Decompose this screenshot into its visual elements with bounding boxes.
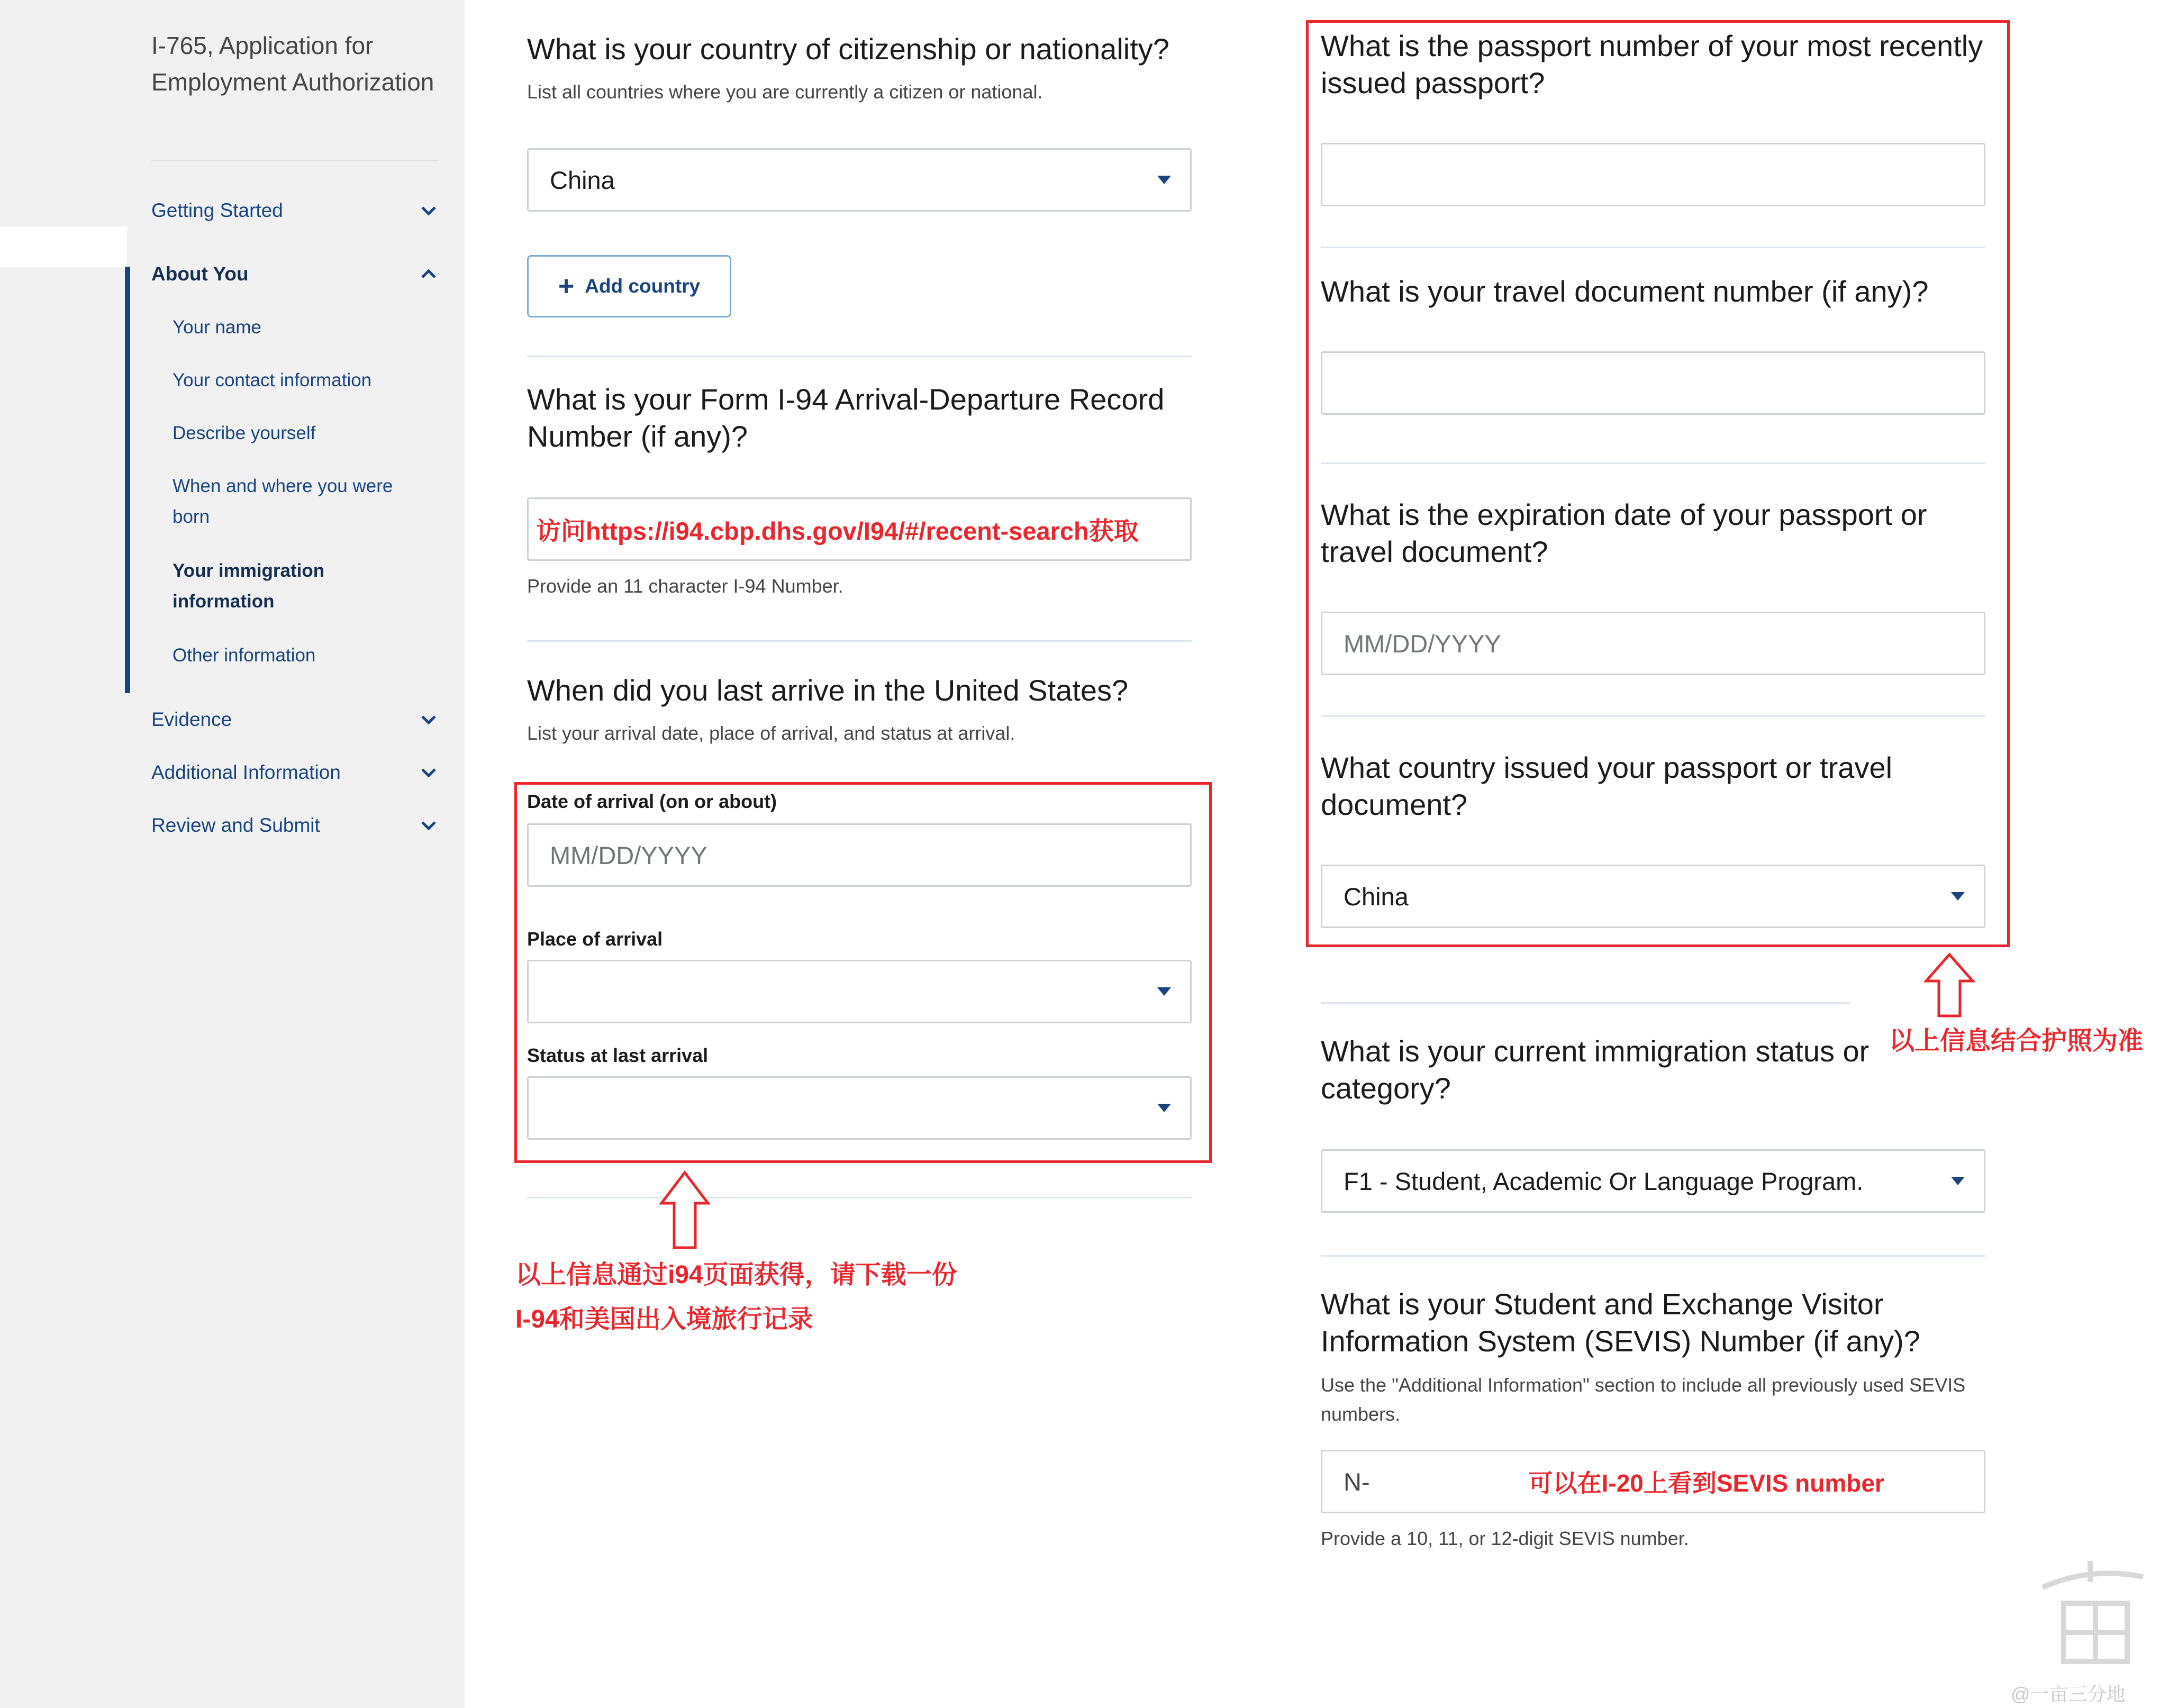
expiration-question: What is the expiration date of your passport or travel document? bbox=[1321, 498, 1927, 568]
sidebar-subitem-describe-yourself[interactable]: Describe yourself bbox=[173, 423, 316, 443]
section-divider bbox=[1321, 715, 1985, 717]
citizenship-hint: List all countries where you are currently a citizen or national. bbox=[527, 81, 1043, 103]
watermark-text: @一亩三分地 bbox=[2011, 1683, 2126, 1705]
sidebar-item-about-you[interactable] bbox=[151, 258, 439, 290]
i94-hint: Provide an 11 character I-94 Number. bbox=[527, 575, 843, 597]
caret-down-icon bbox=[1157, 987, 1171, 996]
issuing-country-value: China bbox=[1344, 882, 1409, 911]
i94-question: What is your Form I-94 Arrival-Departure Record Number (if any)? bbox=[527, 383, 1165, 453]
place-of-arrival-select[interactable] bbox=[527, 960, 1192, 1023]
immigration-status-select[interactable] bbox=[1321, 1149, 1985, 1213]
sidebar-item-label: Additional Information bbox=[151, 761, 341, 783]
sidebar-subitem-immigration-info[interactable]: Your immigration information bbox=[173, 560, 325, 612]
chevron-down-icon bbox=[418, 709, 439, 730]
sidebar-subitem-other-info[interactable]: Other information bbox=[173, 645, 316, 666]
sevis-hint: Use the "Additional Information" section to include all previously used SEVIS numbers. bbox=[1321, 1374, 1966, 1425]
caret-down-icon bbox=[1951, 892, 1965, 901]
status-at-arrival-label: Status at last arrival bbox=[527, 1044, 709, 1066]
up-arrow-icon bbox=[1924, 952, 1975, 1018]
i94-number-input[interactable] bbox=[527, 497, 1192, 561]
expiration-placeholder: MM/DD/YYYY bbox=[1344, 629, 1501, 658]
active-section-indicator bbox=[125, 267, 130, 693]
section-divider bbox=[527, 356, 1192, 357]
caret-down-icon bbox=[1157, 1104, 1171, 1112]
add-country-label: Add country bbox=[585, 275, 701, 297]
sidebar-item-evidence[interactable] bbox=[151, 704, 439, 735]
immigration-status-value: F1 - Student, Academic Or Language Program. bbox=[1344, 1167, 1864, 1195]
citizenship-select[interactable] bbox=[527, 148, 1192, 212]
arrival-hint: List your arrival date, place of arrival, and status at arrival. bbox=[527, 722, 1015, 744]
sidebar-item-label: Evidence bbox=[151, 708, 232, 730]
arrival-annotation-line1: 以上信息通过i94页面获得，请下载一份 bbox=[515, 1261, 957, 1289]
date-placeholder: MM/DD/YYYY bbox=[550, 841, 707, 869]
sevis-number-input[interactable] bbox=[1321, 1450, 1985, 1513]
place-of-arrival-label: Place of arrival bbox=[527, 928, 663, 950]
sidebar-item-label: Getting Started bbox=[151, 199, 283, 221]
citizenship-value: China bbox=[550, 166, 615, 194]
passport-annotation: 以上信息结合护照为准 bbox=[1889, 1027, 2144, 1055]
sidebar-subitem-when-where-born[interactable]: When and where you were born bbox=[173, 476, 393, 527]
passport-number-input[interactable] bbox=[1321, 143, 1985, 206]
date-of-arrival-label: Date of arrival (on or about) bbox=[527, 791, 777, 812]
i94-annotation-text: 访问https://i94.cbp.dhs.gov/I94/#/recent-search获取 bbox=[536, 516, 1139, 545]
sevis-question: What is your Student and Exchange Visitor Information System (SEVIS) Number (if any)? bbox=[1321, 1287, 1920, 1358]
section-divider bbox=[1321, 247, 1985, 248]
section-divider bbox=[527, 1197, 1192, 1198]
travel-doc-input[interactable] bbox=[1321, 351, 1985, 415]
sevis-prefix: N- bbox=[1344, 1467, 1370, 1496]
travel-doc-question: What is your travel document number (if any)? bbox=[1321, 275, 1929, 308]
chevron-up-icon bbox=[418, 264, 439, 285]
section-divider bbox=[1321, 462, 1985, 464]
up-arrow-icon bbox=[659, 1170, 710, 1250]
chevron-down-icon bbox=[418, 815, 439, 836]
sidebar-subitem-your-name[interactable]: Your name bbox=[173, 317, 261, 338]
issuing-country-question: What country issued your passport or travel document? bbox=[1321, 751, 1893, 821]
date-of-arrival-input[interactable] bbox=[527, 823, 1192, 887]
caret-down-icon bbox=[1157, 176, 1171, 184]
sidebar-item-additional-information[interactable] bbox=[151, 757, 439, 788]
arrival-annotation-line2: I-94和美国出入境旅行记录 bbox=[515, 1305, 813, 1333]
sidebar-item-label: About You bbox=[151, 263, 249, 285]
sidebar-divider bbox=[151, 160, 439, 161]
arrival-question: When did you last arrive in the United States? bbox=[527, 674, 1129, 707]
issuing-country-select[interactable] bbox=[1321, 865, 1985, 928]
form-title: I-765, Application for Employment Authorization bbox=[151, 32, 434, 96]
plus-icon: + bbox=[558, 271, 575, 302]
sevis-annotation: 可以在I-20上看到SEVIS number bbox=[1528, 1469, 1884, 1497]
sidebar-item-review-and-submit[interactable] bbox=[151, 810, 439, 841]
chevron-down-icon bbox=[418, 200, 439, 221]
caret-down-icon bbox=[1951, 1177, 1965, 1185]
sidebar-notch bbox=[0, 226, 127, 267]
expiration-date-input[interactable] bbox=[1321, 612, 1985, 675]
sidebar-subitem-contact-info[interactable]: Your contact information bbox=[173, 370, 372, 390]
status-at-arrival-select[interactable] bbox=[527, 1076, 1192, 1140]
section-divider bbox=[1321, 1255, 1985, 1257]
immigration-status-question: What is your current immigration status or category? bbox=[1321, 1034, 1870, 1105]
sidebar-item-getting-started[interactable] bbox=[151, 195, 439, 226]
sidebar-item-label: Review and Submit bbox=[151, 814, 320, 836]
section-divider bbox=[1321, 1002, 1850, 1004]
section-divider bbox=[527, 640, 1192, 642]
citizenship-question: What is your country of citizenship or nationality? bbox=[527, 32, 1169, 66]
passport-number-question: What is the passport number of your most recently issued passport? bbox=[1321, 29, 1983, 99]
sevis-provide-hint: Provide a 10, 11, or 12-digit SEVIS number. bbox=[1321, 1528, 1689, 1549]
add-country-button[interactable] bbox=[527, 255, 731, 317]
chevron-down-icon bbox=[418, 762, 439, 783]
